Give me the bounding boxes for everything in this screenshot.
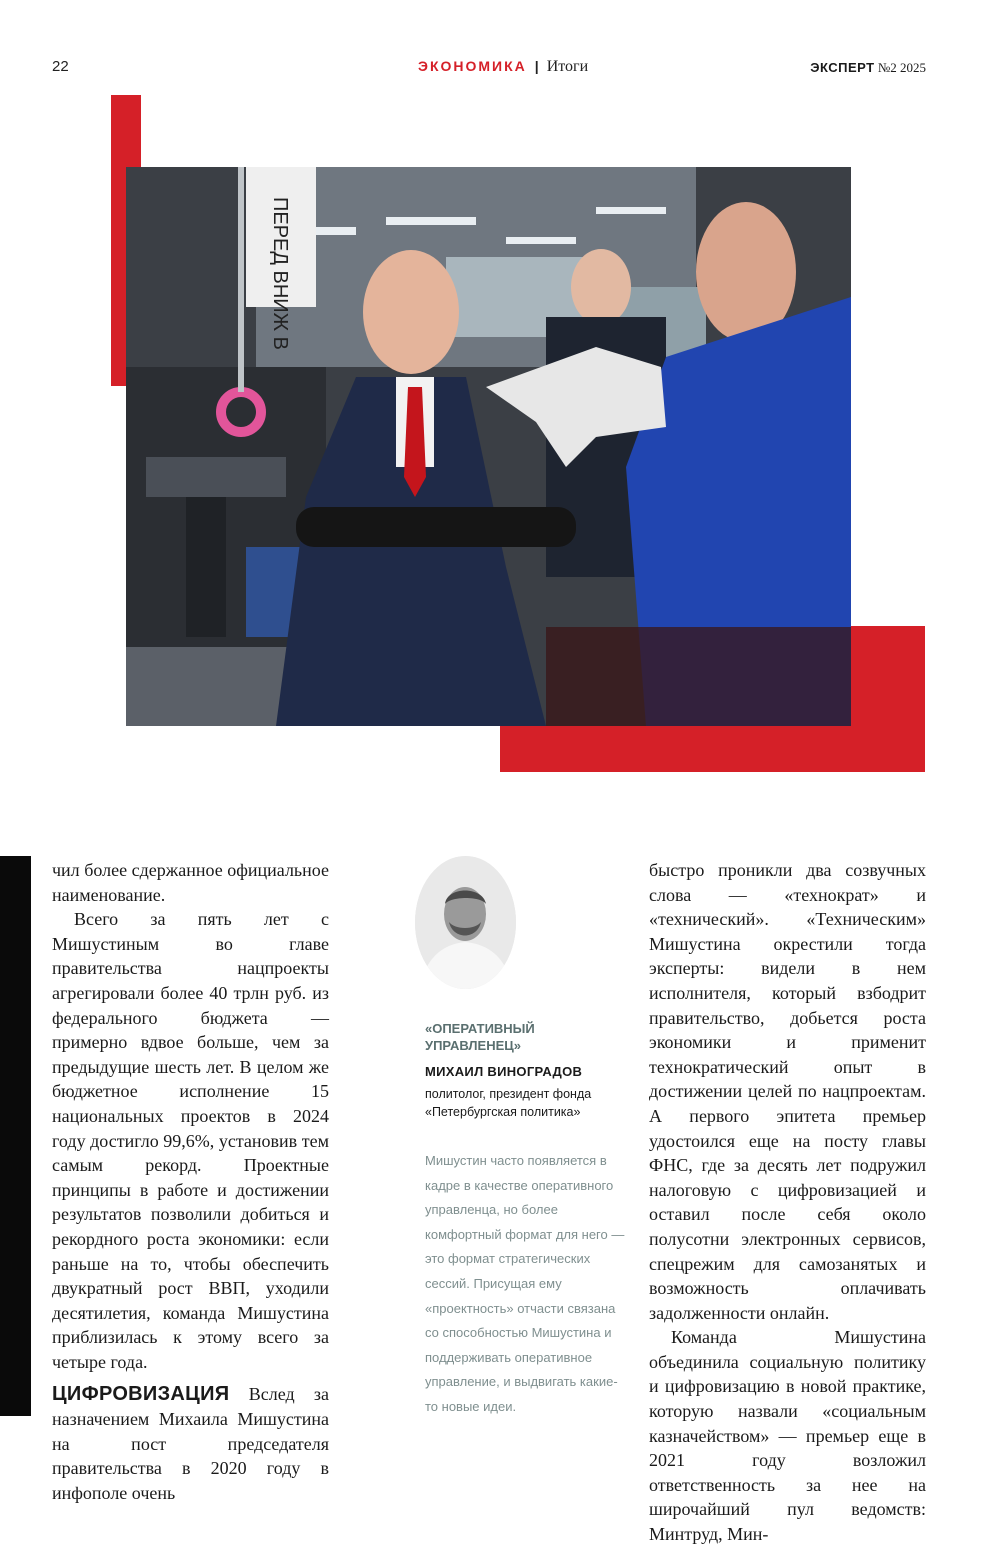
factory-visit-photo (126, 167, 851, 726)
paragraph-text: Вслед за назначением Михаила Мишустина на пост председателя правительства в 2020 году в инфополе очень (52, 1384, 329, 1503)
magazine-issue (810, 60, 926, 76)
paragraph: Команда Мишустина объединила социальную политику и цифровизацию в новой практике, которую назвали «социальным казначейством» — премьер еще в 2021 году возложил ответственность за нее на широчайший пул ведомств: Минтруд, Мин- (649, 1327, 926, 1545)
section-rubric (418, 58, 588, 76)
page-edge-bar (0, 856, 31, 1416)
comment-title: «ОПЕРАТИВНЫЙ УПРАВЛЕНЕЦ» (425, 1021, 535, 1053)
sign-text: ПЕРЕД ВНИЖ В (269, 197, 291, 351)
section-label: ЭКОНОМИКА (418, 58, 527, 74)
page-number: 22 (52, 58, 69, 75)
rubric-separator: | (534, 58, 539, 74)
paragraph: Всего за пять лет с Мишустиным во главе правительства нацпроекты агрегировали более 40 трлн руб. из федерального бюджета — примерно вдвое больше, чем за предыдущие шесть лет. В целом же бюджетное исполнение 15 национальных проектов в 2024 году достигло 99,6%, установив тем самым рекорд. Проектные принципы в работе и достижении результатов позволили добиться и рекордного роста экономики: если раньше на то, чтобы обеспечить двукратный рост ВВП, уходили десятилетия, команда Мишустина приблизилась к этому всего за четыре года. (52, 909, 329, 1372)
expert-quote: Мишустин часто появляется в кадре в качестве оперативного управленца, но более комфортный формат для него — это формат стратегических сессий. Присущая ему «проектность» отчасти связана со способностью Мишустина и поддерживать оперативное управление, и выдвигать какие-то новые идеи. (425, 1153, 625, 1414)
issue-number: №2 2025 (877, 60, 926, 75)
magazine-name: ЭКСПЕРТ (810, 60, 875, 75)
paragraph: быстро проникли два созвучных слова — «технократ» и «технический». «Техническим» Мишустина окрестили тогда эксперты: видели в нем исполнителя, который взбодрит правительство, добьется роста экономики и применит технократический опыт в достижении целей по нацпроектам. А первого эпитета премьер удостоился еще на посту главы ФНС, где за десять лет подружил налоговую с цифровизацией и оставил после себя около полусотни электронных сервисов, спецрежим для самозанятых и возможность оплачивать задолженности онлайн. (649, 860, 926, 1323)
paragraph: чил более сдержанное официальное наименование. (52, 860, 329, 905)
subheading-paragraph (52, 1382, 329, 1505)
expert-comment (425, 1020, 625, 1420)
subheading: ЦИФРОВИЗАЦИЯ (52, 1383, 230, 1406)
subsection-label: Итоги (546, 58, 589, 75)
expert-role: политолог, президент фонда «Петербургская политика» (425, 1087, 592, 1119)
expert-name: МИХАИЛ ВИНОГРАДОВ (425, 1064, 583, 1079)
article-column-3 (649, 858, 926, 1547)
article-column-1 (52, 858, 329, 1505)
expert-avatar (415, 856, 516, 989)
